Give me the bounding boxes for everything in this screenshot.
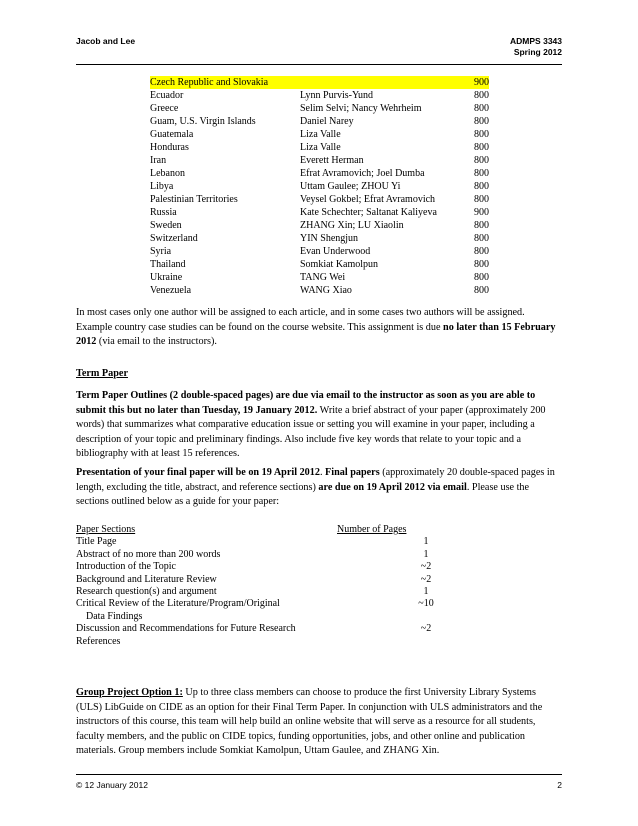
author-names: WANG Xiao	[300, 285, 352, 296]
section-pages: 1	[423, 548, 429, 560]
country-name: Greece	[150, 103, 179, 114]
number-of-pages-label: Number of Pages	[337, 524, 407, 535]
country-name: Guatemala	[150, 129, 194, 140]
author-names: ZHANG Xin; LU Xiaolin	[300, 220, 404, 231]
author-names: Efrat Avramovich; Joel Dumba	[300, 168, 425, 179]
author-names: Daniel Narey	[300, 116, 354, 127]
author-names: Everett Herman	[300, 155, 364, 166]
country-name: Syria	[150, 246, 172, 257]
country-row	[150, 180, 489, 193]
country-row	[150, 219, 489, 232]
section-name: Introduction of the Topic	[76, 561, 176, 573]
header-term: Spring 2012	[513, 47, 562, 57]
word-count: 800	[474, 272, 489, 283]
assignment-paragraph: In most cases only one author will be assigned to each article, and in some cases two authors will be assigned. Example country case studies can be found on the course website. This assignment is due no later than 15 February 2012 (via email to the instructors).	[76, 307, 556, 347]
header-course-block	[510, 36, 562, 58]
country-row	[150, 167, 489, 180]
section-pages: ~2	[420, 561, 432, 573]
word-count: 800	[474, 194, 489, 205]
section-pages: ~2	[420, 573, 432, 585]
author-names: Liza Valle	[300, 129, 341, 140]
term-paper-heading: Term Paper	[76, 368, 128, 379]
word-count: 800	[474, 181, 489, 192]
country-row	[150, 89, 489, 102]
author-names: YIN Shengjun	[300, 233, 359, 244]
header-course: ADMPS 3343	[510, 36, 562, 46]
term-paper-outline-paragraph: Term Paper Outlines (2 double-spaced pages) are due via email to the instructor as soon as you are able to submit this but no later than Tuesday, 19 January 2012. Write a brief abstract of your paper (approximately 200 words) that summarizes what comparative education issue or setting you will examine in your paper, including a description of your topic and preliminary findings. Also include five key words that relate to your topic and a bibliography with at least 15 references.	[76, 390, 546, 459]
paper-sections-label: Paper Sections	[76, 524, 136, 535]
section-name: Title Page	[76, 536, 117, 548]
country-name: Honduras	[150, 142, 189, 153]
section-name: Critical Review of the Literature/Program/Original	[76, 598, 280, 610]
country-name: Sweden	[150, 220, 182, 231]
group-project-paragraph: Group Project Option 1: Up to three class members can choose to produce the first University Library Systems (ULS) LibGuide on CIDE as an option for their Final Term Paper. In conjunction with ULS administrators and the instructors of this course, this team will help build an online website that will serve as a resource for all students, faculty members, and the public on CIDE topics, funding opportunities, jobs, and other online and publication materials. Group members include Somkiat Kamolpun, Uttam Gaulee, and ZHANG Xin.	[76, 687, 543, 756]
section-name: Background and Literature Review	[76, 573, 217, 585]
section-pages: 1	[423, 585, 429, 597]
author-names: Kate Schechter; Saltanat Kaliyeva	[300, 207, 437, 218]
section-pages: 1	[423, 536, 429, 548]
country-row	[150, 193, 489, 206]
word-count: 800	[474, 103, 489, 114]
word-count: 800	[474, 129, 489, 140]
word-count: 900	[471, 76, 489, 89]
word-count: 800	[474, 285, 489, 296]
word-count: 800	[474, 90, 489, 101]
country-name: Guam, U.S. Virgin Islands	[150, 116, 256, 127]
country-row	[150, 128, 489, 141]
section-name: References	[76, 635, 121, 647]
section-name: Abstract of no more than 200 words	[76, 548, 221, 560]
header-divider	[76, 64, 562, 65]
section-name: Research question(s) and argument	[76, 585, 217, 597]
word-count: 900	[474, 207, 489, 218]
author-names: Selim Selvi; Nancy Wehrheim	[300, 103, 422, 114]
country-row	[150, 232, 489, 245]
word-count: 800	[474, 155, 489, 166]
header-authors: Jacob and Lee	[76, 36, 136, 46]
country-row	[150, 206, 489, 219]
section-pages: ~2	[420, 623, 432, 635]
country-row	[150, 258, 489, 271]
author-names: Uttam Gaulee; ZHOU Yi	[300, 181, 401, 192]
word-count: 800	[474, 168, 489, 179]
country-row	[150, 271, 489, 284]
word-count: 800	[474, 116, 489, 127]
country-name: Lebanon	[150, 168, 185, 179]
country-row	[150, 115, 489, 128]
country-name: Palestinian Territories	[150, 194, 238, 205]
country-assignment-table	[150, 76, 489, 297]
section-name: Data Findings	[76, 610, 143, 622]
country-row	[150, 284, 489, 297]
footer-divider	[76, 774, 562, 775]
author-names: TANG Wei	[300, 272, 346, 283]
section-pages: ~10	[418, 598, 434, 610]
final-paper-paragraph: Presentation of your final paper will be on 19 April 2012. Final papers (approximately 20 double-spaced pages in length, excluding the title, abstract, and reference sections) are due on 19 April 2012 via email. Please use the sections outlined below as a guide for your paper:	[76, 467, 555, 507]
country-name: Czech Republic and Slovakia	[150, 76, 300, 89]
country-row	[150, 154, 489, 167]
author-names: Lynn Purvis-Yund	[300, 90, 374, 101]
country-name: Switzerland	[150, 233, 198, 244]
author-names: Somkiat Kamolpun	[300, 259, 379, 270]
author-names: Veysel Gokbel; Efrat Avramovich	[300, 194, 436, 205]
country-name: Venezuela	[150, 285, 192, 296]
country-row	[150, 76, 489, 89]
word-count: 800	[474, 246, 489, 257]
country-name: Ukraine	[150, 272, 183, 283]
word-count: 800	[474, 259, 489, 270]
word-count: 800	[474, 233, 489, 244]
footer-date: © 12 January 2012	[76, 780, 148, 790]
section-name: Discussion and Recommendations for Future Research	[76, 623, 296, 635]
author-names: Liza Valle	[300, 142, 341, 153]
country-row	[150, 102, 489, 115]
country-name: Thailand	[150, 259, 186, 270]
word-count: 800	[474, 220, 489, 231]
author-names	[300, 76, 471, 89]
country-name: Russia	[150, 207, 177, 218]
country-name: Iran	[150, 155, 167, 166]
country-name: Libya	[150, 181, 174, 192]
author-names: Evan Underwood	[300, 246, 371, 257]
country-row	[150, 141, 489, 154]
page-number: 2	[557, 780, 562, 790]
country-row	[150, 245, 489, 258]
country-name: Ecuador	[150, 90, 184, 101]
word-count: 800	[474, 142, 489, 153]
